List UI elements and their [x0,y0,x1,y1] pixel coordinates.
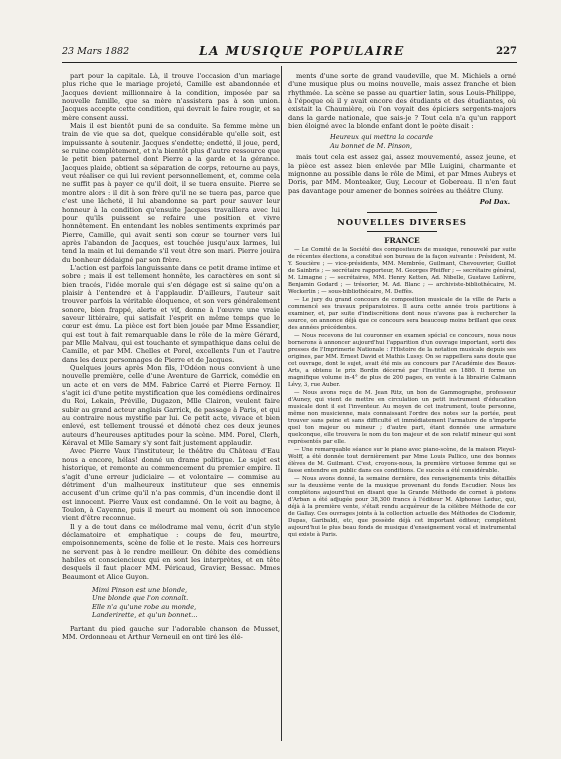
section-title: NOUVELLES DIVERSES [337,217,467,228]
poem-line: Au bonnet de M. Pinson, [330,141,413,150]
left-column [62,72,280,641]
news-item: — Nous avons reçu de M. Jean Ritz, un bon de Gammographe, professeur d'Auney, qui vient de mettre en circulation un petit instrument d'éducation musicale dont il est l'inventeur. Au moyen de cet instrument, toute personne, même non musicienne, mais connaissant l'ordre des notes sur la portée, peut trouver sans peine et sans difficulté et immédiatement l'armature de n'importe quel ton majeur ou mineur ; d'autre part, étant donnée une armature quelconque, elle trouvera le nom du ton majeur et de son relatif mineur qui sont représentés par elle. [288,389,516,445]
quoted-poem [92,586,280,620]
article-paragraph: Partant du pied gauche sur l'adorable chanson de Musset, MM. Ordonneau et Arthur Verneuil en ont tiré les élé- [62,624,280,641]
article-paragraph: part pour la capitale. Là, il trouve l'occasion d'un mariage plus riche que le mariage projeté, Camille est abandonnée et Jacques devient millionnaire à la condition, imposée par sa nouvelle famille, que sa mère n'assistera pas à son union. Jacques accepte cette condition, qui devrait le faire rougir, et sa mère consent aussi. [62,72,280,122]
poem-line: Landerirette, et qu'un bonnet... [92,611,198,620]
column-divider [281,66,282,741]
right-column [288,72,516,540]
news-item: — Une remarquable séance sur le piano avec piano-scène, de la maison Pleyel-Wolff, a été donnée tout dernièrement par Mme Louis Pallico, une des bonnes élèves de M. Guilmant. C'est, croyons-nous, la première virtuose femme qui se fasse entendre en public dans ces conditions. Ce succès a été considérable. [288,446,516,474]
section-subtitle: FRANCE [384,235,420,245]
publication-title: LA MUSIQUE POPULAIRE [199,44,405,58]
news-list [288,247,516,539]
poem-line: Une blonde que l'on connaît. [92,594,189,603]
article-paragraph: Quelques jours après Mon fils, l'Odéon nous convient à une nouvelle première, celle d'une Aventure de Garrick, comédie en un acte et en vers de MM. Fabrice Carré et Pierre Fernoy. Il s'agit ici d'une petite mystification que les comédiens ordinaires du Roi, Lekain, Préville, Dugazon, Mlle Clairon, veulent faire subir au grand acteur anglais Garrick, de passage à Paris, et qui au contraire nous mystifie par lui. Ce petit acte, vivace et bien enlevé, est tellement troussé et dénoté chez ces deux jeunes auteurs d'heureuses aptitudes pour la scène. MM. Porel, Clerh, Kéraval et Mlle Samary s'y sont fait justement applaudir. [62,364,280,448]
article-paragraph: Avec Pierre Vaux l'instituteur, le théâtre du Château d'Eau nous a encore, hélas! donné un drame politique. Le sujet est historique, et remonte au commencement du premier empire. Il s'agit d'une erreur judiciaire — et volontaire — commise au détriment d'un malheureux instituteur que ses ennemis accusent d'un crime qu'il n'a pas commis, d'un incendie dont il est innocent. Pierre Vaux est condamné. On le voit au bagne, à Toulon, à Cayenne, puis il meurt au moment où son innocence vient d'être reconnue. [62,447,280,523]
poem-line: Heureux qui mettra la cocarde [330,133,434,142]
article-paragraph: Il y a de tout dans ce mélodrame mal venu, écrit d'un style déclamatoire et emphatique : coups de feu, meurtre, empoisonnements, scène de folie et le reste. Mais ces horreurs ne servent pas à le rendre meilleur. On débite des comédiens habiles et consciencieux qui en sont les interprètes, et en tête desquels il faut placer MM. Péricaud, Gravier, Bessac. Mmes Beaumont et Alice Guyon. [62,522,280,581]
article-paragraph: Mais il est bientôt puni de sa conduite. Sa femme mène un train de vie que sa dot, quelque considérable qu'elle soit, est impuissante à soutenir. Jacques s'endette; endetté, il joue, perd, se ruine complètement, et n'a bientôt plus d'autre ressource que le petit bien paternel dont Pierre a la garde et la gérance. Jacques plaide, obtient sa séparation de corps, retourne au pays, veut réaliser ce qui lui revient personnellement, et, comme cela ne suffit pas à payer ce qu'il doit, il se tuera ensuite. Pierre se montre alors : il dit à son frère qu'il ne se tuera pas, parce que c'est une lâcheté, il lui abandonne sa part pour sauver leur honneur à la condition qu'ensuite Jacques travaillera avec lui pour qu'ils puissent se refaire une position et vivre honnêtement. En entendant les nobles sentiments exprimés par Pierre, Camille, qui avait senti son cœur se tourner vers lui après l'abandon de Jacques, est touchée jusqu'aux larmes, lui tend la main et lui demande s'il veut être son mari. Pierre jouira du bonheur dédaigné par son frère. [62,122,280,264]
section-rule [367,231,437,232]
quoted-verse [330,133,516,150]
news-item: — Le Comité de la Société des compositeurs de musique, renouvelé par suite de récentes élections, a constitué son bureau de la façon suivante : Président, M. Y. Soucière ; — vice-présidents, MM. Membrée, Guilmant, Chevouvrier, Guillot de Sainbris ; — secrétaire rapporteur, M. Georges Pfeiffer ; — secrétaire général, M. Limagne ; — secrétaires, MM. Henry Ketten, Ad. Nibelle, Gustave Lefèvre, Benjamin Godard ; — trésorier, M. Ad. Blanc ; — archiviste-bibliothécaire, M. Weckerlin ; — sous-bibliothécaire, M. Deffès. [288,246,516,295]
issue-date: 23 Mars 1882 [62,46,130,57]
news-item: — Nous recevons de lui couronner en examen spécial ce concours, nous nous bornerons à annoncer aujourd'hui l'apparition d'un ouvrage important, sorti des presses de l'Imprimerie Nationale : l'Histoire de la notation musicale depuis ses origines, par MM. Ernest David et Mathis Lussy. On se rappellera sans doute que cet ouvrage, dont le sujet, avait été mis au concours par l'Académie des Beaux-Arts, a obtenu le prix Bordin décerné par l'Institut en 1880. Il forme un magnifique volume in-4° de plus de 200 pages, en vente à la librairie Calmann Lévy, 3, rue Auber. [288,332,516,388]
article-paragraph: L'action est parfois languissante dans ce petit drame intime et sobre ; mais il est tellement honnête, les caractères en sont si bien tracés, l'idée morale qui s'en dégage est si saine qu'on a plaisir à l'entendre et à l'applaudir. D'ailleurs, l'auteur sait trouver parfois la véritable éloquence, et son vers généralement sonore, bien frappé, alerte et vif, donne à l'œuvre une vraie saveur littéraire, qui satisfait l'esprit en même temps que le cœur est ému. La pièce est fort bien jouée par Mme Essandier, qui est tout à fait remarquable dans le rôle de la mère Gérard, par Mlle Malvau, qui est touchante et sympathique dans celui de Camille, et par MM. Chelles et Porel, excellents l'un et l'autre dans les deux personnages de Pierre et de Jacques. [62,263,280,364]
article-paragraph: mais tout cela est assez gai, assez mouvementé, assez jeune, et la pièce est assez bien enlevée par Mlle Luigini, charmante et mignonne au possible dans le rôle de Mimi, et par Mmes Aubrys et Doris, par MM. Monteaker, Guy, Lecour et Gobereau. Il n'en faut pas davantage pour amener de bonnes soirées au théâtre Cluny. [288,153,516,195]
news-item: — Nous avons donné, la semaine dernière, des renseignements très détaillés sur la deuxième vente de la musique provenant du fonds Escudier. Nous les complétons aujourd'hui en disant que la Grande Méthode de cornet à pistons d'Arban a été adjugée pour 38,300 francs à l'éditeur M. Alphonse Leduc, qui, déjà à la première vente, s'était rendu acquéreur de la célèbre Méthode de cor de Gallay. Ces ouvrages joints à la collection actuelle des Méthodes de Clodomir, Dupas, Garibaldi, etc, que possède déjà cet important éditeur, complètent aujourd'hui le plus beau fonds de musique d'enseignement vocal et instrumental qui existe à Paris. [288,475,516,538]
author-signature: Pol Dax. [479,197,510,206]
news-item: — Le jury du grand concours de composition musicale de la ville de Paris a commencé ses travaux préparatoires. Il aura cette année trois partitions à examiner, et, par suite d'indiscrétions dont nous n'avons pas à rechercher la source, on annonce déjà que ce concours sera beaucoup moins brillant que ceux des années précédentes. [288,296,516,331]
poem-line: Elle n'a qu'une robe au monde, [92,602,197,611]
section-rule [367,212,437,213]
page-number: 227 [496,46,517,57]
poem-line: Mimi Pinson est une blonde, [92,585,188,594]
article-paragraph: ments d'une sorte de grand vaudeville, que M. Michiels a orné d'une musique plus ou moins nouvelle, mais assez franche et bien rhythmée. La scène se passe au quartier latin, sous Louis-Philippe, à l'époque où il y avait encore des étudiants et des étudiantes, où existait la Chaumière, où l'on voyait des épiciers sergents-majors dans la garde nationale, que sais-je ? Tout cela n'a qu'un rapport bien éloigné avec la blonde enfant dont le poète disait : [288,72,516,131]
page-header [62,44,517,63]
